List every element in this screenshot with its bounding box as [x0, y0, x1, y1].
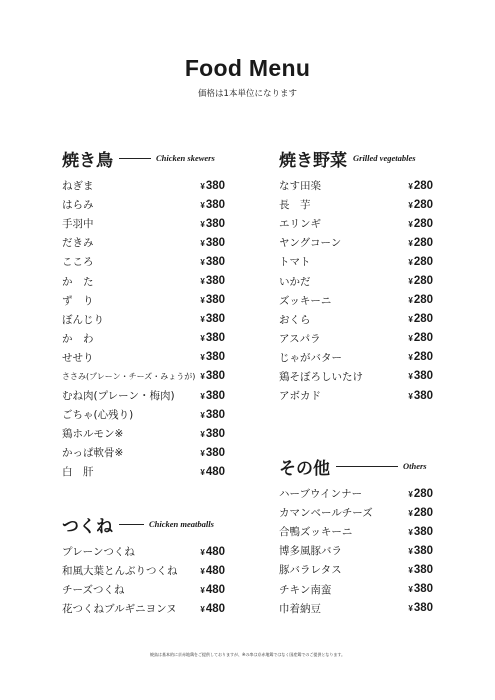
menu-item-price	[408, 602, 433, 614]
menu-item-price	[408, 256, 433, 268]
price-amount: 480	[205, 602, 225, 615]
menu-item	[62, 233, 225, 252]
menu-item-name: 和風大葉とんぶりつくね	[62, 565, 178, 578]
footer-note: 焼鳥は基本的に京赤地鶏をご提供しておりますが、※の串は京赤地鶏ではなく国産鶏でのご提供となります。	[149, 652, 346, 657]
menu-item-name: か わ	[62, 332, 94, 345]
menu-item-name: 巾着納豆	[279, 602, 321, 615]
item-list	[279, 484, 433, 618]
yen-symbol: ¥	[408, 315, 413, 325]
section-tsukune	[62, 512, 228, 616]
yen-symbol: ¥	[408, 181, 413, 191]
price-amount: 380	[413, 389, 433, 402]
section-title-jp: その他	[279, 458, 330, 479]
price-amount: 280	[413, 487, 433, 500]
yen-symbol: ¥	[408, 372, 413, 382]
menu-item-name: 花つくねブルギニヨンヌ	[62, 603, 177, 616]
menu-item-price	[200, 275, 225, 287]
section-divider	[336, 466, 398, 467]
menu-item	[62, 252, 225, 271]
yen-symbol: ¥	[200, 334, 205, 344]
item-list	[62, 542, 225, 618]
section-yakitori	[62, 146, 228, 479]
menu-item-name: おくら	[279, 313, 311, 326]
price-amount: 380	[205, 275, 225, 288]
menu-item-price	[408, 218, 433, 230]
menu-item-price	[408, 180, 433, 192]
menu-item	[279, 579, 433, 598]
menu-item	[62, 348, 225, 367]
section-title-en: Grilled vegetables	[353, 153, 416, 163]
menu-item	[62, 424, 225, 443]
yen-symbol: ¥	[200, 219, 205, 229]
price-amount: 480	[205, 545, 225, 558]
menu-item	[62, 580, 225, 599]
yen-symbol: ¥	[408, 219, 413, 229]
price-amount: 380	[413, 544, 433, 557]
menu-item	[279, 233, 433, 252]
menu-item	[62, 443, 225, 462]
price-amount: 280	[413, 332, 433, 345]
yen-symbol: ¥	[408, 508, 413, 518]
menu-item-price	[408, 237, 433, 249]
yen-symbol: ¥	[408, 257, 413, 267]
menu-item	[62, 195, 225, 214]
yen-symbol: ¥	[200, 547, 205, 557]
section-others	[279, 454, 439, 615]
menu-item-name: 合鴨ズッキーニ	[279, 526, 353, 539]
menu-item	[279, 367, 433, 386]
price-amount: 480	[205, 465, 225, 478]
menu-item	[62, 561, 225, 580]
menu-item-name: ぼんじり	[62, 313, 104, 326]
menu-item	[279, 522, 433, 541]
price-amount: 380	[413, 370, 433, 383]
menu-item-price	[200, 332, 225, 344]
menu-item-price	[200, 584, 225, 596]
menu-item-name: か た	[62, 275, 94, 288]
yen-symbol: ¥	[200, 448, 205, 458]
item-list	[62, 176, 225, 482]
menu-item-price	[408, 507, 433, 519]
section-title-en: Chicken skewers	[156, 153, 215, 163]
menu-item-price	[408, 313, 433, 325]
section-divider	[119, 158, 151, 159]
menu-item-price	[200, 447, 225, 459]
yen-symbol: ¥	[200, 566, 205, 576]
menu-subtitle: 価格は1本単位になります	[198, 89, 297, 99]
menu-item-name: カマンベールチーズ	[279, 507, 373, 520]
price-amount: 480	[205, 583, 225, 596]
price-amount: 280	[413, 275, 433, 288]
yen-symbol: ¥	[408, 296, 413, 306]
section-header	[62, 146, 228, 170]
menu-item	[279, 310, 433, 329]
price-amount: 380	[205, 427, 225, 440]
menu-item-price	[200, 256, 225, 268]
yen-symbol: ¥	[200, 353, 205, 363]
menu-item-price	[200, 180, 225, 192]
menu-item-price	[408, 332, 433, 344]
menu-item-name: 白 肝	[62, 466, 94, 479]
price-amount: 380	[205, 408, 225, 421]
yen-symbol: ¥	[408, 527, 413, 537]
menu-item	[62, 271, 225, 290]
price-amount: 380	[413, 525, 433, 538]
yen-symbol: ¥	[408, 546, 413, 556]
menu-item-price	[200, 428, 225, 440]
yen-symbol: ¥	[200, 372, 205, 382]
menu-item-name: ハーブウインナー	[279, 488, 363, 501]
price-amount: 380	[205, 446, 225, 459]
yen-symbol: ¥	[408, 604, 413, 614]
price-amount: 380	[205, 332, 225, 345]
section-header	[279, 454, 439, 478]
menu-item-price	[408, 545, 433, 557]
price-amount: 380	[205, 370, 225, 383]
menu-item	[279, 252, 433, 271]
menu-item-price	[200, 565, 225, 577]
menu-item	[62, 462, 225, 481]
menu-item-price	[408, 564, 433, 576]
menu-item-name: アボカド	[279, 390, 321, 403]
menu-item-name: エリンギ	[279, 218, 321, 231]
menu-item-name: 鶏ホルモン※	[62, 428, 124, 441]
price-amount: 280	[413, 351, 433, 364]
price-amount: 280	[413, 179, 433, 192]
menu-item-price	[200, 351, 225, 363]
yen-symbol: ¥	[200, 315, 205, 325]
menu-item-name: ヤングコーン	[279, 237, 342, 250]
menu-item-name: ねぎま	[62, 180, 94, 193]
menu-item-name: ささみ(プレーン・チーズ・みょうが)	[62, 371, 196, 381]
menu-item	[279, 329, 433, 348]
menu-item-name: ず り	[62, 294, 94, 307]
section-title-en: Others	[403, 461, 427, 471]
menu-title: Food Menu	[184, 55, 311, 81]
menu-item-price	[200, 199, 225, 211]
menu-item-name: かっぱ軟骨※	[62, 447, 124, 460]
menu-item	[62, 386, 225, 405]
item-list	[279, 176, 433, 405]
menu-item	[62, 310, 225, 329]
yen-symbol: ¥	[408, 334, 413, 344]
menu-item-price	[408, 275, 433, 287]
yen-symbol: ¥	[200, 257, 205, 267]
yen-symbol: ¥	[408, 565, 413, 575]
menu-item	[62, 599, 225, 618]
menu-item	[62, 367, 225, 386]
menu-item-name: はらみ	[62, 199, 94, 212]
section-header	[62, 512, 228, 536]
price-amount: 380	[205, 198, 225, 211]
menu-item-price	[200, 466, 225, 478]
price-amount: 280	[413, 506, 433, 519]
yen-symbol: ¥	[200, 200, 205, 210]
price-amount: 280	[413, 236, 433, 249]
yen-symbol: ¥	[408, 200, 413, 210]
menu-item-name: トマト	[279, 256, 311, 269]
menu-item	[62, 176, 225, 195]
menu-item-price	[408, 351, 433, 363]
yen-symbol: ¥	[408, 585, 413, 595]
menu-item-name: 博多風豚バラ	[279, 545, 342, 558]
menu-item-price	[200, 390, 225, 402]
yen-symbol: ¥	[200, 585, 205, 595]
price-amount: 380	[205, 236, 225, 249]
yen-symbol: ¥	[408, 391, 413, 401]
price-amount: 380	[205, 351, 225, 364]
section-yasai	[279, 146, 439, 403]
yen-symbol: ¥	[200, 391, 205, 401]
menu-item-price	[408, 294, 433, 306]
menu-item-price	[408, 488, 433, 500]
menu-item-price	[200, 237, 225, 249]
menu-item	[279, 214, 433, 233]
menu-item-price	[408, 370, 433, 382]
section-divider	[119, 524, 144, 525]
menu-item-name: 長 芋	[279, 199, 311, 212]
menu-item	[62, 542, 225, 561]
menu-item-name: なす田楽	[279, 180, 321, 193]
yen-symbol: ¥	[200, 410, 205, 420]
menu-item-name: 手羽中	[62, 218, 94, 231]
price-amount: 280	[413, 198, 433, 211]
yen-symbol: ¥	[200, 467, 205, 477]
menu-item-name: ごちゃ(心残り)	[62, 409, 134, 422]
price-amount: 380	[413, 583, 433, 596]
price-amount: 280	[413, 294, 433, 307]
section-title-en: Chicken meatballs	[149, 519, 214, 529]
menu-item	[279, 541, 433, 560]
menu-item-name: チーズつくね	[62, 584, 125, 597]
price-amount: 380	[413, 602, 433, 615]
price-amount: 380	[413, 563, 433, 576]
menu-item-name: 鶏そぼろしいたけ	[279, 370, 363, 383]
yen-symbol: ¥	[200, 277, 205, 287]
menu-item-price	[200, 370, 225, 382]
menu-item-name: こころ	[62, 256, 94, 269]
menu-item	[279, 291, 433, 310]
yen-symbol: ¥	[200, 181, 205, 191]
price-amount: 280	[413, 313, 433, 326]
yen-symbol: ¥	[200, 604, 205, 614]
price-amount: 380	[205, 313, 225, 326]
price-amount: 380	[205, 294, 225, 307]
menu-item-price	[408, 526, 433, 538]
price-amount: 380	[205, 255, 225, 268]
menu-item-name: 豚バラレタス	[279, 564, 342, 577]
menu-item-name: プレーンつくね	[62, 546, 135, 559]
menu-item-price	[408, 583, 433, 595]
menu-item	[62, 405, 225, 424]
menu-item-price	[408, 390, 433, 402]
menu-item-name: ズッキーニ	[279, 294, 332, 307]
menu-item-name: アスパラ	[279, 332, 321, 345]
menu-item	[62, 329, 225, 348]
menu-item	[279, 560, 433, 579]
section-title-jp: 焼き鳥	[62, 150, 113, 171]
menu-item-price	[200, 409, 225, 421]
menu-item-name: チキン南蛮	[279, 583, 332, 596]
price-amount: 380	[205, 217, 225, 230]
price-amount: 480	[205, 564, 225, 577]
price-amount: 380	[205, 179, 225, 192]
menu-item-price	[200, 313, 225, 325]
menu-item	[62, 214, 225, 233]
menu-item	[279, 599, 433, 618]
yen-symbol: ¥	[200, 296, 205, 306]
menu-item	[279, 484, 433, 503]
menu-item-name: だきみ	[62, 237, 94, 250]
menu-item	[279, 503, 433, 522]
price-amount: 380	[205, 389, 225, 402]
section-title-jp: つくね	[62, 516, 113, 537]
section-header	[279, 146, 439, 170]
menu-item	[279, 271, 433, 290]
menu-item-price	[200, 294, 225, 306]
menu-item-name: せせり	[62, 351, 94, 364]
menu-item-name: じゃがバター	[279, 351, 342, 364]
yen-symbol: ¥	[200, 238, 205, 248]
menu-item	[279, 195, 433, 214]
yen-symbol: ¥	[408, 277, 413, 287]
menu-item-price	[200, 603, 225, 615]
yen-symbol: ¥	[200, 429, 205, 439]
menu-item-name: いかだ	[279, 275, 311, 288]
price-amount: 280	[413, 255, 433, 268]
menu-item-price	[200, 546, 225, 558]
menu-item	[279, 176, 433, 195]
menu-item	[279, 348, 433, 367]
menu-item-price	[200, 218, 225, 230]
yen-symbol: ¥	[408, 353, 413, 363]
menu-item	[62, 291, 225, 310]
menu-item	[279, 386, 433, 405]
menu-item-price	[408, 199, 433, 211]
yen-symbol: ¥	[408, 238, 413, 248]
yen-symbol: ¥	[408, 489, 413, 499]
section-title-jp: 焼き野菜	[279, 150, 347, 171]
price-amount: 280	[413, 217, 433, 230]
menu-item-name: むね肉(プレーン・梅肉)	[62, 390, 175, 403]
